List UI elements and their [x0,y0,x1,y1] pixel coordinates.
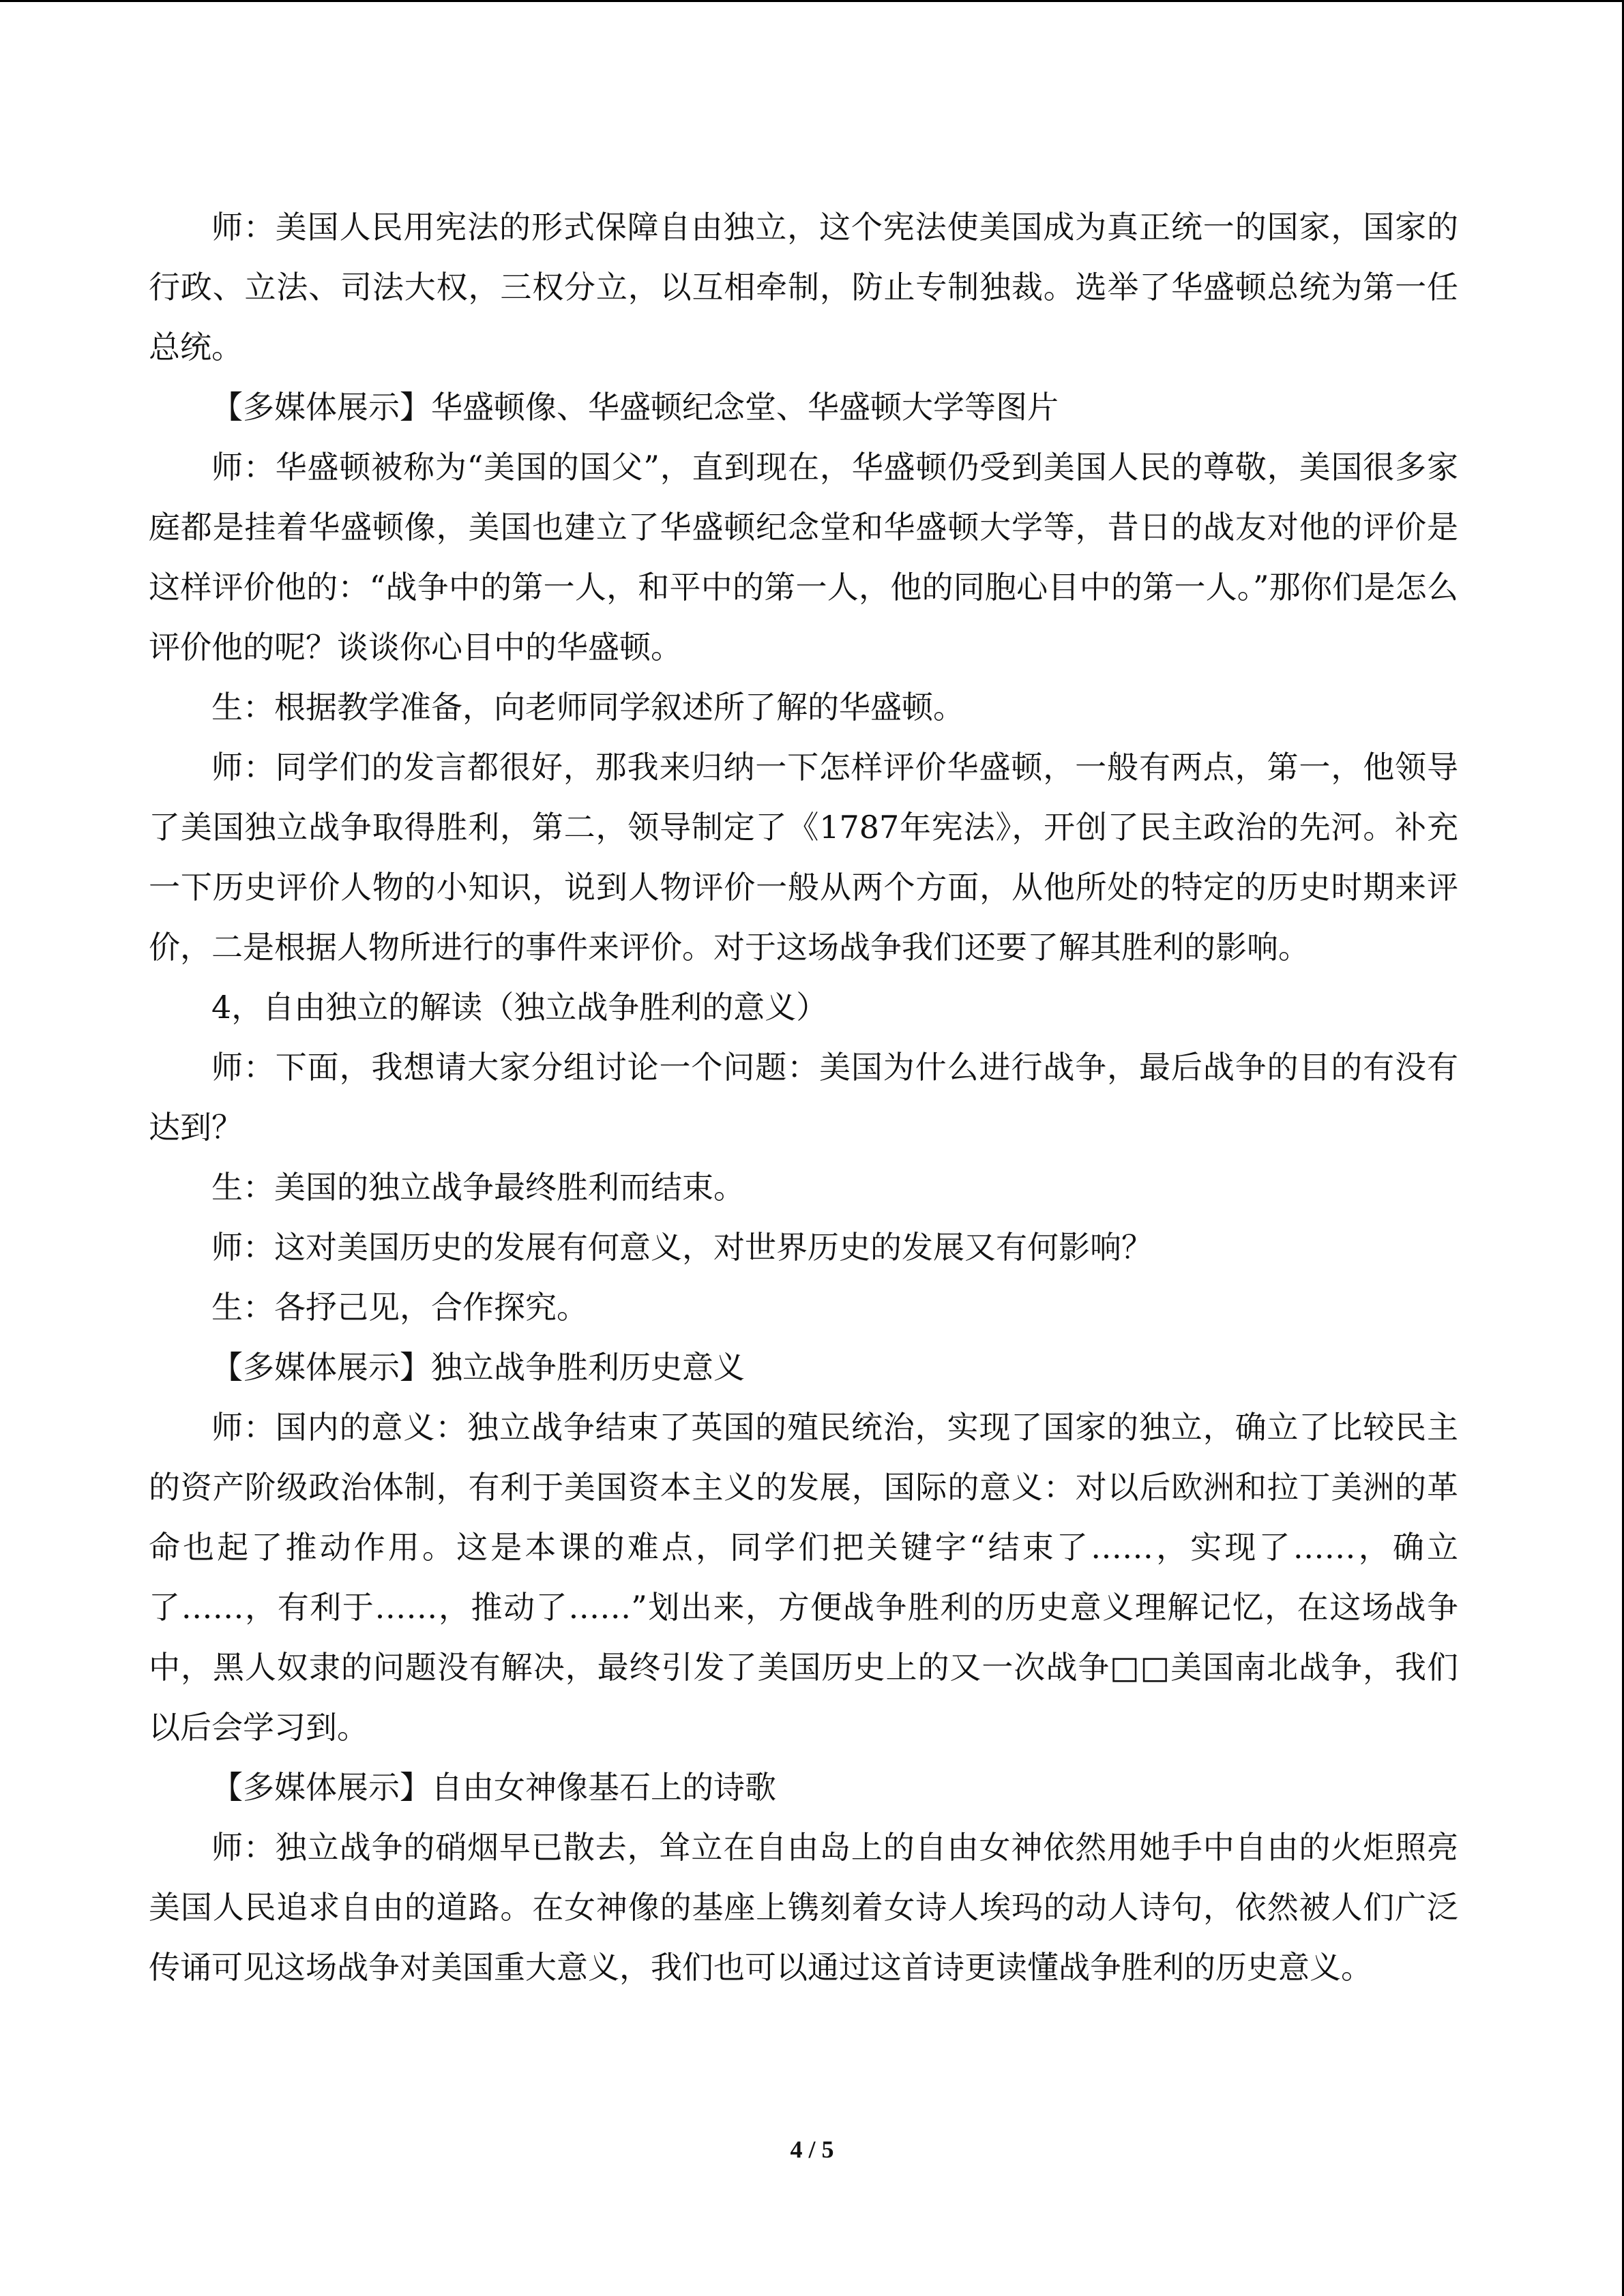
paragraph-significance-question: 师：这对美国历史的发展有何意义，对世界历史的发展又有何影响？ [211,1229,1153,1266]
paragraph-constitution: 师：美国人民用宪法的形式保障自由独立，这个宪法使美国成为真正统一的国家，国家的行政、立法、司法大权，三权分立，以互相牵制，防止专制独裁。选举了华盛顿总统为第一任总统。 [149,209,1458,366]
paragraph-evaluate-washington: 师：同学们的发言都很好，那我来归纳一下怎样评价华盛顿，一般有两点，第一，他领导了美国独立战争取得胜利，第二，领导制定了《1787年宪法》，开创了民主政治的先河。补充一下历史评价人物的小知识，说到人物评价一般从两个方面，从他所处的特定的历史时期来评价，二是根据人物所进行的事件来评价。对于这场战争我们还要了解其胜利的影响。 [149,749,1458,966]
paragraph-domestic-international: 师：国内的意义：独立战争结束了英国的殖民统治，实现了国家的独立，确立了比较民主的资产阶级政治体制，有利于美国资本主义的发展，国际的意义：对以后欧洲和拉丁美洲的革命也起了推动作用。这是本课的难点，同学们把关键字“结束了……，实现了……，确立了……，有利于……，推动了……”划出来，方便战争胜利的历史意义理解记忆，在这场战争中，黑人奴隶的问题没有解决，最终引发了美国历史上的又一次战争□□美国南北战争，我们以后会学习到。 [149,1409,1458,1746]
paragraph-multimedia-statue-poem: 【多媒体展示】自由女神像基石上的诗歌 [211,1769,776,1806]
paragraph-discussion-question: 师：下面，我想请大家分组讨论一个问题：美国为什么进行战争，最后战争的目的有没有达到？ [149,1049,1458,1146]
paragraph-statue-of-liberty: 师：独立战争的硝烟早已散去，耸立在自由岛上的自由女神依然用她手中自由的火炬照亮美国人民追求自由的道路。在女神像的基座上镌刻着女诗人埃玛的动人诗句，依然被人们广泛传诵可见这场战争对美国重大意义，我们也可以通过这首诗更读懂战争胜利的历史意义。 [149,1829,1458,1986]
paragraph-student-explore: 生：各抒己见，合作探究。 [211,1289,588,1326]
paragraph-student-narrates: 生：根据教学准备，向老师同学叙述所了解的华盛顿。 [211,689,964,726]
paragraph-multimedia-washington: 【多媒体展示】华盛顿像、华盛顿纪念堂、华盛顿大学等图片 [211,389,1059,426]
paragraph-multimedia-significance: 【多媒体展示】独立战争胜利历史意义 [211,1349,745,1386]
section-heading-independence: 4，自由独立的解读（独立战争胜利的意义） [211,989,828,1026]
paragraph-student-answer: 生：美国的独立战争最终胜利而结束。 [211,1169,745,1206]
body-text [149,197,1458,1997]
page-number: 4 / 5 [790,2136,834,2163]
paragraph-founding-father: 师：华盛顿被称为“美国的国父”，直到现在，华盛顿仍受到美国人民的尊敬，美国很多家庭都是挂着华盛顿像，美国也建立了华盛顿纪念堂和华盛顿大学等，昔日的战友对他的评价是这样评价他的：“战争中的第一人，和平中的第一人，他的同胞心目中的第一人。”那你们是怎么评价他的呢？谈谈你心目中的华盛顿。 [149,449,1458,666]
